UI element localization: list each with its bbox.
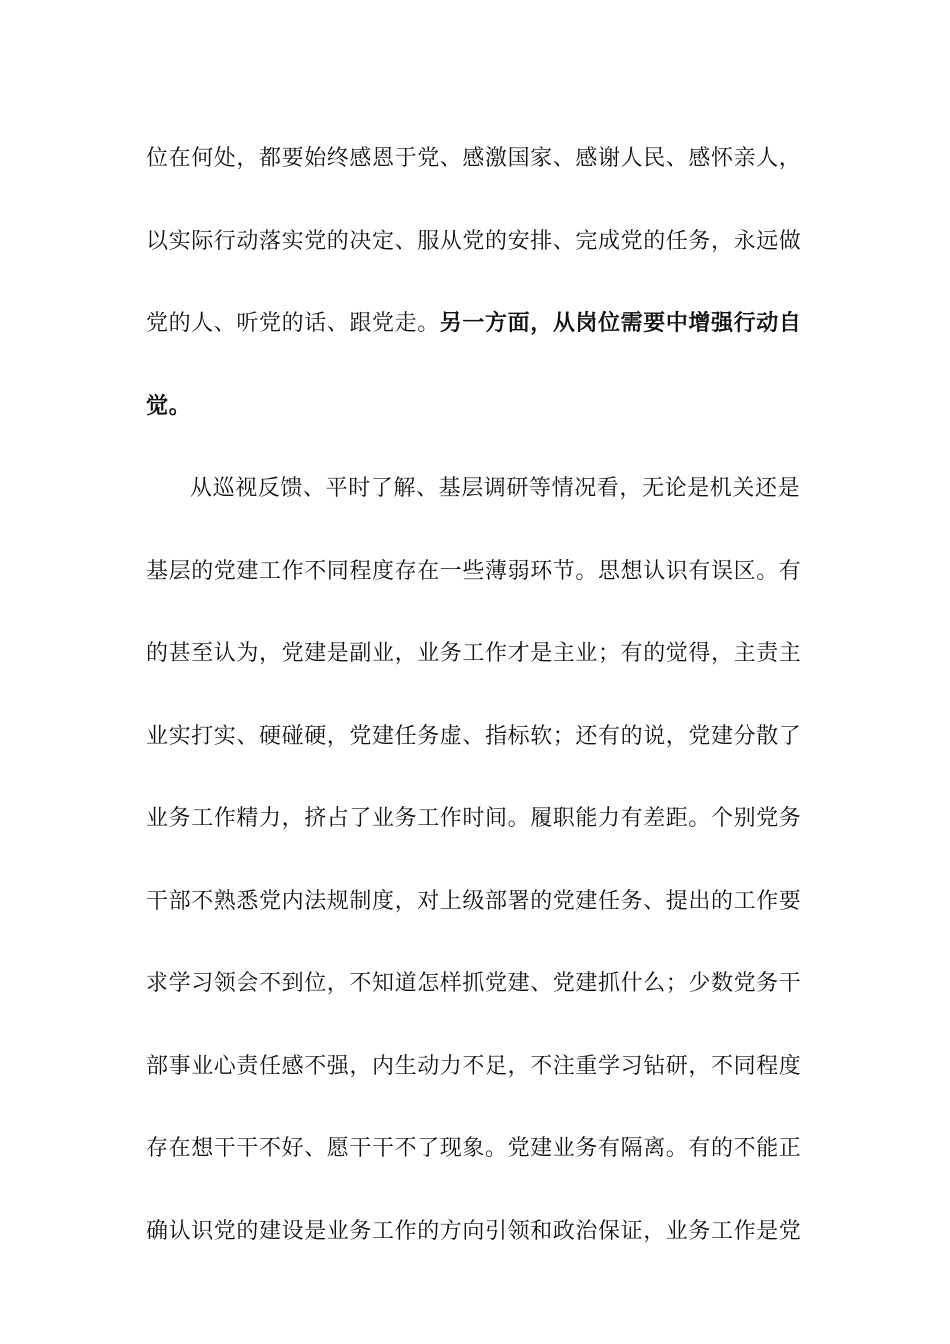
text-line: 位在何处，都要始终感恩于党、感激国家、感谢人民、感怀亲人，	[146, 146, 802, 171]
text-line: 以实际行动落实党的决定、服从党的安排、完成党的任务，永远做	[146, 228, 802, 254]
text-span: 党的人、听党的话、跟党走。	[146, 311, 440, 336]
document-body	[146, 130, 802, 1285]
text-line: 部事业心责任感不强，内生动力不足，不注重学习钻研，不同程度	[146, 1053, 802, 1079]
text-line: 从巡视反馈、平时了解、基层调研等情况看，无论是机关还是	[190, 476, 801, 501]
text-line	[146, 295, 802, 353]
text-line: 求学习领会不到位，不知道怎样抓党建、党建抓什么；少数党务干	[146, 971, 802, 996]
text-line: 业实打实、硬碰硬，党建任务虚、指标软；还有的说，党建分散了	[146, 723, 802, 749]
bold-text-span: 另一方面，从岗位需要中增强行动自	[439, 311, 802, 336]
text-line: 存在想干干不好、愿干干不了现象。党建业务有隔离。有的不能正	[146, 1136, 802, 1161]
text-line: 业务工作精力，挤占了业务工作时间。履职能力有差距。个别党务	[146, 806, 802, 831]
bold-text-span: 觉。	[146, 393, 192, 419]
text-line: 的甚至认为，党建是副业，业务工作才是主业；有的觉得，主责主	[146, 641, 802, 666]
text-line: 基层的党建工作不同程度存在一些薄弱环节。思想认识有误区。有	[146, 558, 802, 584]
text-line	[146, 378, 794, 436]
text-line: 干部不熟悉党内法规制度，对上级部署的党建任务、提出的工作要	[146, 888, 802, 914]
text-line: 确认识党的建设是业务工作的方向引领和政治保证，业务工作是党	[146, 1218, 802, 1244]
